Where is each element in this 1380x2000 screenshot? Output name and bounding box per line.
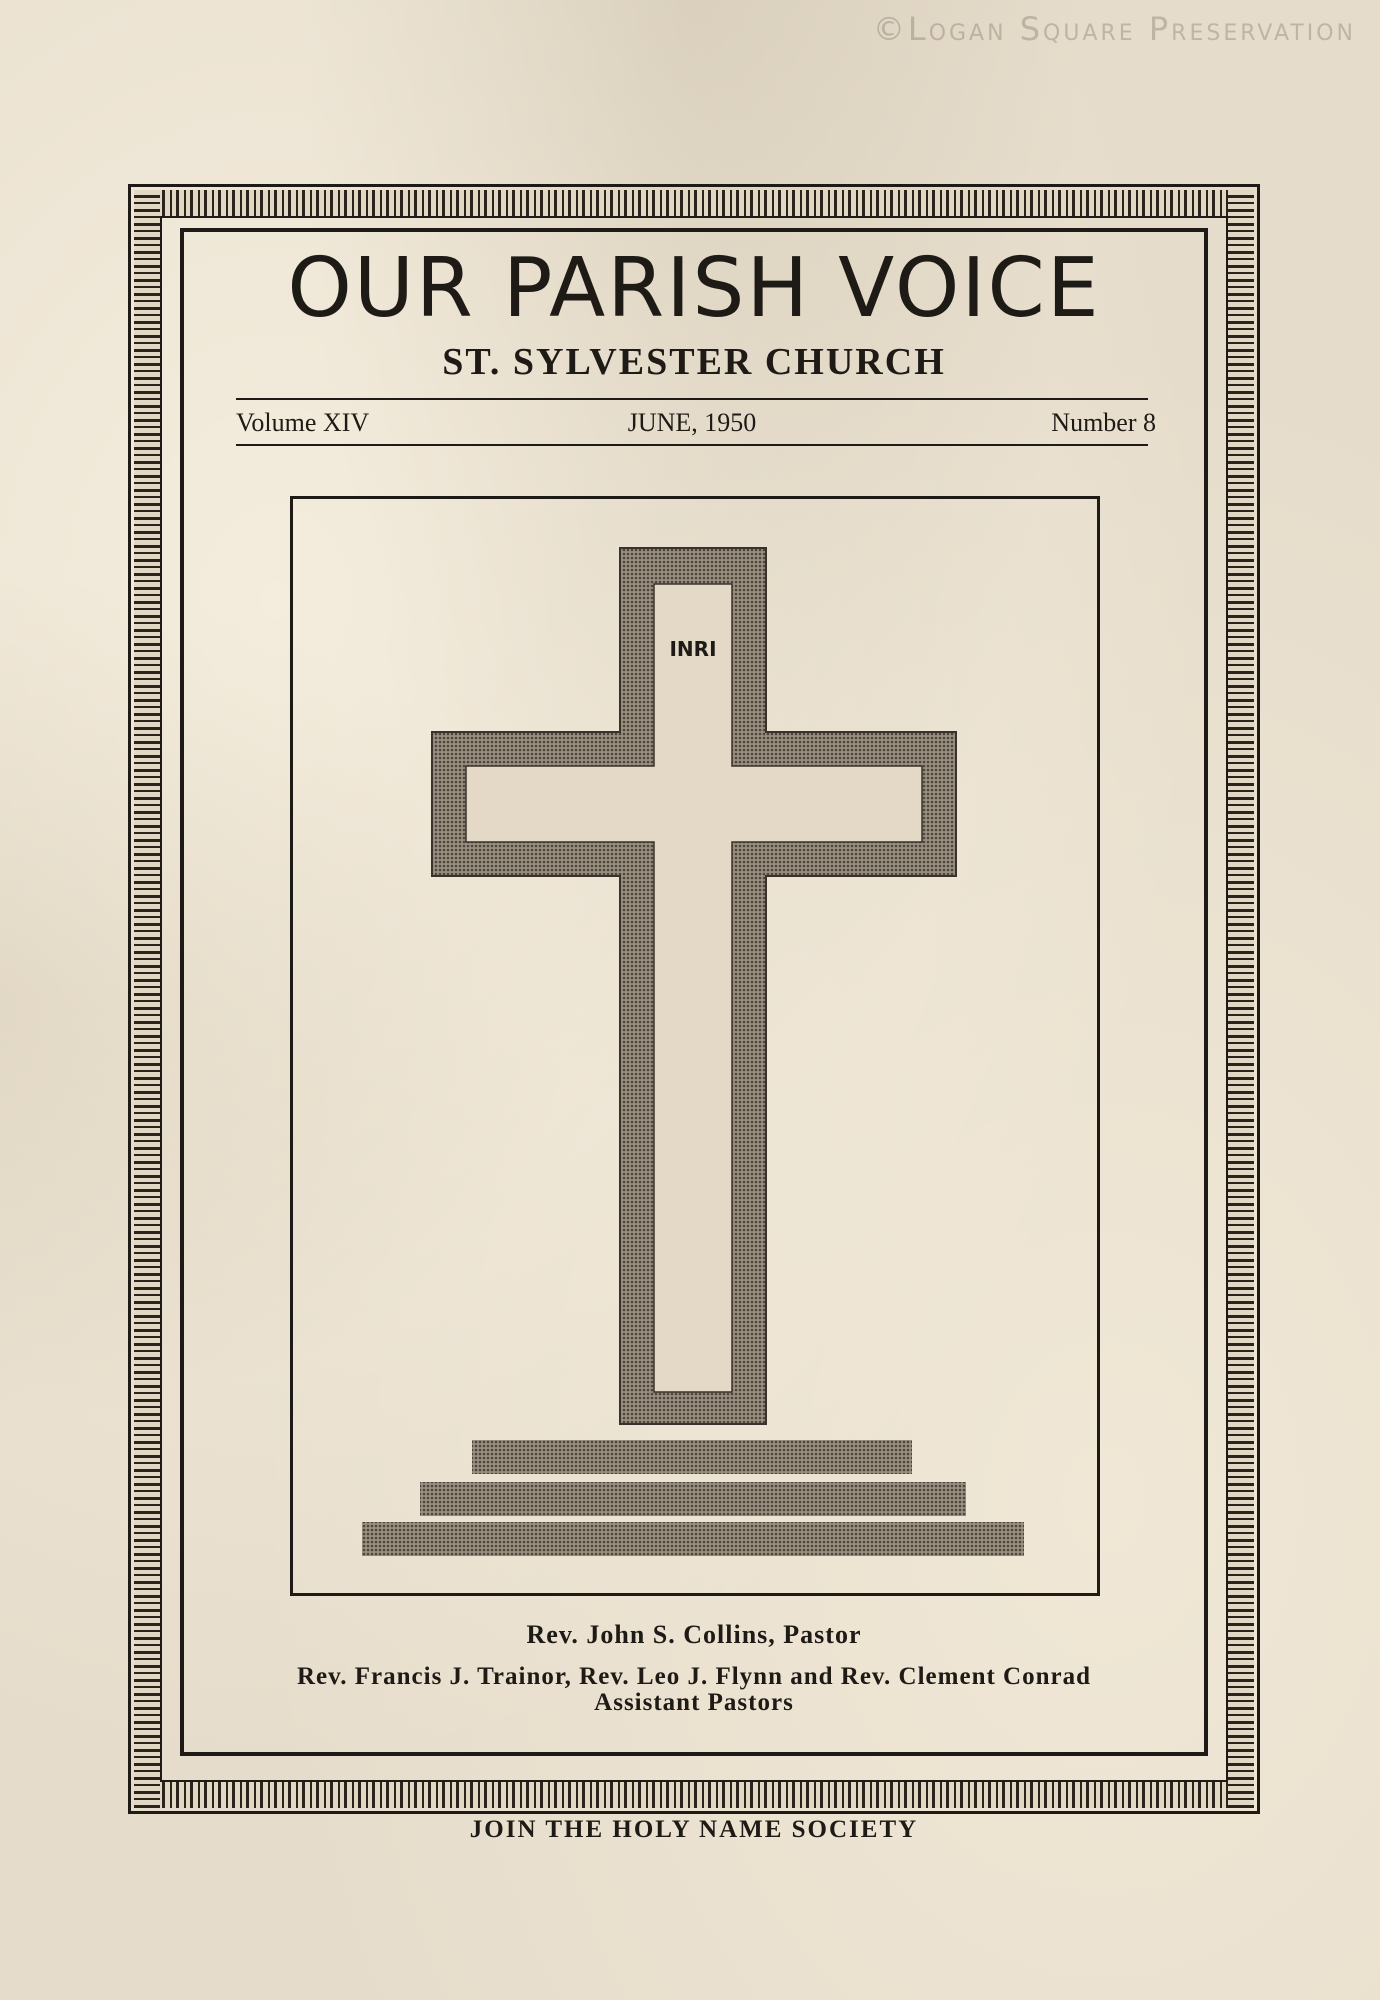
border-band-right: [1228, 190, 1254, 1808]
pastor-line: Rev. John S. Collins, Pastor: [526, 1620, 862, 1649]
church-name: ST. SYLVESTER CHURCH: [442, 341, 946, 383]
base-step-middle: [420, 1482, 966, 1516]
issue-info-row: [236, 408, 1156, 442]
assistant-title: Assistant Pastors: [594, 1689, 794, 1716]
border-band-bottom: [134, 1782, 1254, 1808]
watermark: ©Logan Square Preservation: [872, 10, 1356, 48]
divider-top: [236, 398, 1148, 400]
cross-base-steps: [362, 1440, 1024, 1556]
cross-illustration: [290, 496, 1100, 1596]
page-title: OUR PARISH VOICE: [287, 241, 1101, 336]
cross-shape: [432, 548, 956, 1424]
base-step-top: [472, 1440, 912, 1474]
issue-date: JUNE, 1950: [627, 408, 757, 437]
volume-label: Volume XIV: [236, 408, 370, 437]
assistant-names: Rev. Francis J. Trainor, Rev. Leo J. Flynn and Rev. Clement Conrad: [296, 1663, 1092, 1690]
divider-bottom: [236, 444, 1148, 446]
assistant-pastors: [232, 1664, 1156, 1716]
issue-number: Number 8: [1051, 408, 1156, 437]
footer-slogan: JOIN THE HOLY NAME SOCIETY: [469, 1816, 919, 1843]
border-band-top: [134, 190, 1254, 216]
inri-inscription: INRI: [669, 637, 717, 661]
base-step-bottom: [362, 1522, 1024, 1556]
border-band-left: [134, 190, 160, 1808]
